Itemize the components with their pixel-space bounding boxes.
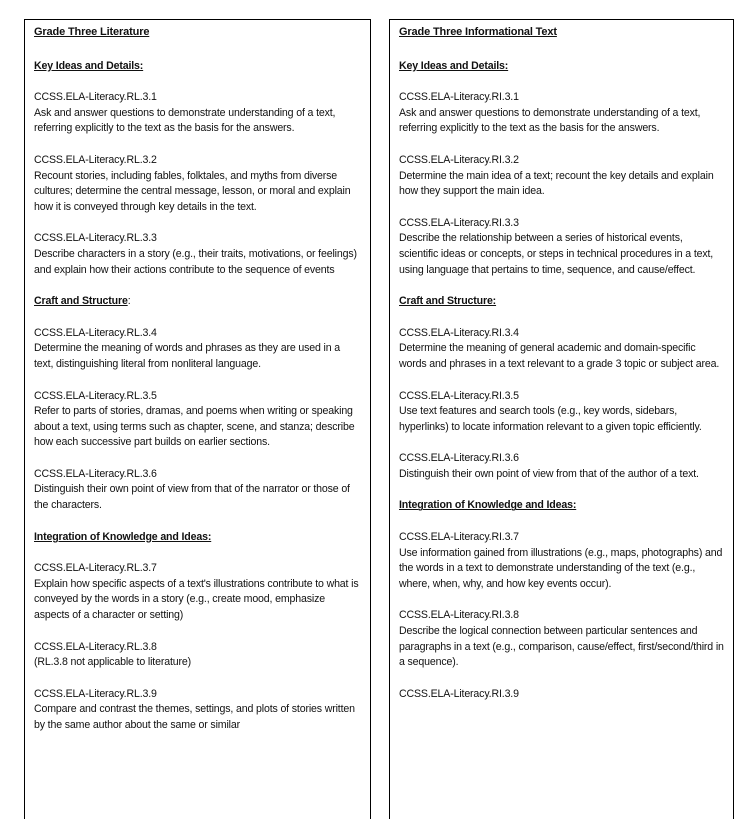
section-heading-label: Craft and Structure (34, 295, 128, 308)
section-heading-key-ideas: Key Ideas and Details: (399, 59, 509, 72)
standard-rl-3-3 (34, 231, 361, 278)
standard-code: CCSS.ELA-Literacy.RI.3.7 (399, 531, 519, 544)
literature-title: Grade Three Literature (34, 26, 150, 38)
standard-code: CCSS.ELA-Literacy.RI.3.3 (399, 216, 519, 229)
standard-rl-3-9 (34, 687, 361, 734)
informational-title: Grade Three Informational Text (399, 26, 557, 38)
standard-rl-3-5 (34, 389, 361, 451)
section-heading-craft-structure (34, 294, 361, 310)
standard-text: Compare and contrast the themes, settings, and plots of stories written by the same author about the same or similar (34, 703, 355, 731)
standard-code: CCSS.ELA-Literacy.RL.3.8 (34, 640, 157, 653)
standard-rl-3-8 (34, 640, 361, 671)
standard-code: CCSS.ELA-Literacy.RL.3.9 (34, 687, 157, 700)
standard-ri-3-6 (399, 451, 724, 482)
standard-code: CCSS.ELA-Literacy.RL.3.5 (34, 389, 157, 402)
standard-rl-3-4 (34, 326, 361, 373)
standard-ri-3-8 (399, 608, 724, 670)
standard-text: Distinguish their own point of view from that of the narrator or those of the characters. (34, 483, 350, 512)
section-heading-integration: Integration of Knowledge and Ideas: (399, 499, 577, 512)
standard-rl-3-1 (34, 90, 361, 137)
standard-rl-3-7 (34, 561, 361, 623)
standard-text: Use text features and search tools (e.g., key words, sidebars, hyperlinks) to locate information relevant to a given topic efficiently. (399, 405, 702, 433)
standard-text: Recount stories, including fables, folktales, and myths from diverse cultures; determine the central message, lesson, or moral and explain how it is conveyed through key details in the text. (34, 169, 351, 213)
standard-ri-3-3 (399, 216, 724, 278)
literature-standards-box (24, 19, 371, 819)
standard-text: Use information gained from illustrations (e.g., maps, photographs) and the words in a text to demonstrate understanding of the text (e.g., where, when, why, and how key events occur). (399, 546, 723, 590)
standard-text: Describe the relationship between a series of historical events, scientific ideas or concepts, or steps in technical procedures in a text, using language that pertains to time, sequence, and cause/effect. (399, 232, 714, 276)
standard-text: Determine the meaning of general academic and domain-specific words and phrases in a text relevant to a grade 3 topic or subject area. (399, 342, 720, 370)
section-heading-craft-structure: Craft and Structure: (399, 295, 497, 308)
section-heading-colon: : (127, 295, 131, 308)
standard-text: Explain how specific aspects of a text's illustrations contribute to what is conveyed by the words in a story (e.g., create mood, emphasize aspects of a character or setting) (34, 577, 359, 622)
standard-rl-3-6 (34, 467, 361, 514)
standard-code: CCSS.ELA-Literacy.RL.3.1 (34, 91, 157, 104)
standard-code: CCSS.ELA-Literacy.RL.3.7 (34, 562, 157, 575)
standard-text: Ask and answer questions to demonstrate understanding of a text, referring explicitly to the text as the basis for the answers. (399, 106, 701, 135)
standard-ri-3-1 (399, 90, 724, 137)
standard-code: CCSS.ELA-Literacy.RL.3.2 (34, 153, 157, 166)
standard-text: Refer to parts of stories, dramas, and poems when writing or speaking about a text, using terms such as chapter, scene, and stanza; describe how each successive part builds on earlier sections. (34, 405, 355, 449)
standard-text: Determine the meaning of words and phrases as they are used in a text, distinguishing literal from nonliteral language. (34, 342, 341, 370)
standard-text: Distinguish their own point of view from that of the author of a text. (399, 467, 699, 480)
standard-ri-3-5 (399, 389, 724, 436)
standard-text: Determine the main idea of a text; recount the key details and explain how they support the main idea. (399, 169, 714, 198)
standard-code: CCSS.ELA-Literacy.RL.3.6 (34, 467, 157, 480)
standard-code: CCSS.ELA-Literacy.RI.3.6 (399, 452, 519, 465)
standard-text: Ask and answer questions to demonstrate understanding of a text, referring explicitly to the text as the basis for the answers. (34, 106, 336, 135)
informational-standards-box (389, 19, 734, 819)
standard-ri-3-9 (399, 687, 724, 703)
standard-code: CCSS.ELA-Literacy.RI.3.4 (399, 326, 519, 339)
standard-code: CCSS.ELA-Literacy.RL.3.4 (34, 326, 157, 339)
standard-code: CCSS.ELA-Literacy.RI.3.5 (399, 389, 519, 402)
standard-code: CCSS.ELA-Literacy.RI.3.2 (399, 153, 519, 166)
standard-text: Describe the logical connection between particular sentences and paragraphs in a text (e.g., comparison, cause/effect, first/second/third in a sequence). (399, 625, 724, 669)
standard-text: (RL.3.8 not applicable to literature) (34, 656, 191, 669)
standard-ri-3-7 (399, 530, 724, 592)
standard-code: CCSS.ELA-Literacy.RI.3.9 (399, 687, 519, 700)
standard-rl-3-2 (34, 153, 361, 215)
section-heading-key-ideas: Key Ideas and Details: (34, 59, 144, 72)
standard-code: CCSS.ELA-Literacy.RL.3.3 (34, 232, 157, 245)
standard-text: Describe characters in a story (e.g., their traits, motivations, or feelings) and explain how their actions contribute to the sequence of events (34, 247, 357, 276)
standard-code: CCSS.ELA-Literacy.RI.3.8 (399, 609, 519, 622)
section-heading-integration: Integration of Knowledge and Ideas: (34, 530, 212, 543)
standard-code: CCSS.ELA-Literacy.RI.3.1 (399, 91, 519, 104)
standard-ri-3-2 (399, 153, 724, 200)
standard-ri-3-4 (399, 326, 724, 373)
